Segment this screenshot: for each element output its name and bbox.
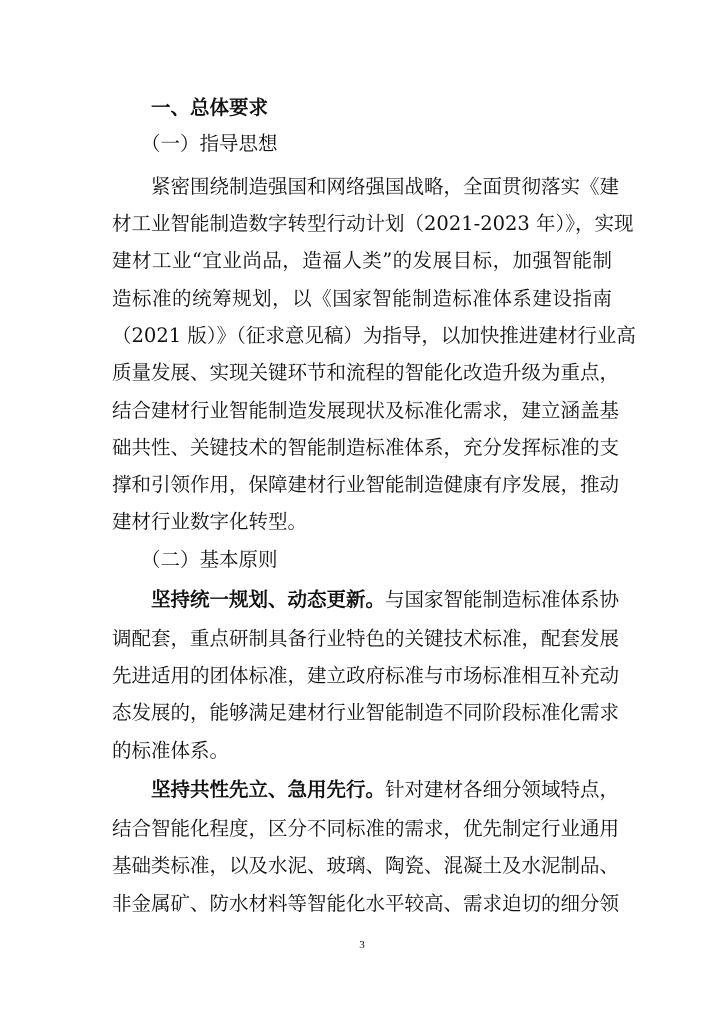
paragraph-line: 调配套，重点研制具备行业特色的关键技术标准，配套发展: [112, 627, 620, 650]
paragraph-line: 建材行业数字化转型。: [112, 510, 308, 533]
paragraph-line: 非金属矿、防水材料等智能化水平较高、需求迫切的细分领: [112, 892, 620, 915]
heading-general-requirements: 一、总体要求: [151, 96, 269, 119]
principle-lead: 坚持统一规划、动态更新。: [151, 588, 386, 611]
paragraph-line: 质量发展、实现关键环节和流程的智能化改造升级为重点，: [112, 361, 620, 384]
paragraph-line: 紧密围绕制造强国和网络强国战略，全面贯彻落实《建: [151, 175, 620, 198]
principle-lead: 坚持共性先立、急用先行。: [151, 778, 386, 801]
section-title-basic-principles: （二）基本原则: [141, 548, 278, 571]
page-number: 3: [359, 939, 365, 951]
paragraph-line: 结合智能化程度，区分不同标准的需求，优先制定行业通用: [112, 817, 620, 840]
section-title-guiding-ideology: （一）指导思想: [141, 132, 278, 155]
paragraph-line: 撑和引领作用，保障建材行业智能制造健康有序发展，推动: [112, 473, 620, 496]
paragraph-line: 的标准体系。: [112, 739, 230, 762]
paragraph-line: 先进适用的团体标准，建立政府标准与市场标准相互补充动: [112, 664, 620, 687]
paragraph-line: 础共性、关键技术的智能制造标准体系，充分发挥标准的支: [112, 436, 620, 459]
principle-text: 针对建材各细分领域特点，: [385, 778, 620, 801]
paragraph-line: 结合建材行业智能制造发展现状及标准化需求，建立涵盖基: [112, 399, 620, 422]
paragraph-line: 造标准的统筹规划，以《国家智能制造标准体系建设指南: [112, 287, 612, 310]
paragraph-line: （2021 版）》（征求意见稿）为指导，以加快推进建材行业高: [112, 324, 636, 347]
paragraph-line: [151, 776, 620, 804]
paragraph-line: [151, 586, 620, 614]
paragraph-line: 材工业智能制造数字转型行动计划（2021-2023 年）》，实现: [112, 212, 634, 235]
paragraph-line: 基础类标准，以及水泥、玻璃、陶瓷、混凝土及水泥制品、: [112, 854, 620, 877]
paragraph-line: 态发展的，能够满足建材行业智能制造不同阶段标准化需求: [112, 701, 620, 724]
principle-text: 与国家智能制造标准体系协: [385, 588, 620, 611]
paragraph-line: 建材工业“宜业尚品，造福人类”的发展目标，加强智能制: [112, 249, 612, 272]
